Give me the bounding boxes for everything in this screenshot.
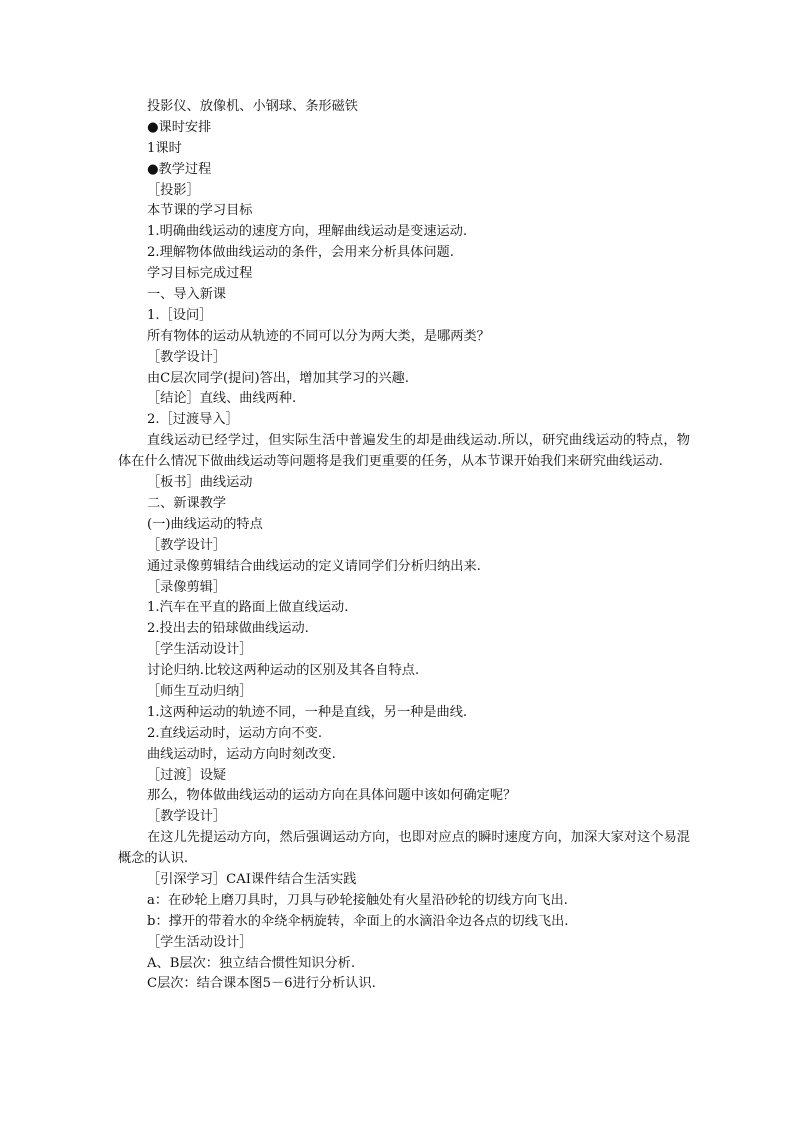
text-line: 本节课的学习目标 [147, 203, 253, 219]
text-line: 2.投出去的铅球做曲线运动. [147, 621, 309, 637]
text-line: ●课时安排 [147, 119, 212, 135]
text-line: 通过录像剪辑结合曲线运动的定义请同学们分析归纳出来. [147, 558, 481, 574]
text-line: b：撑开的带着水的伞绕伞柄旋转，伞面上的水滴沿伞边各点的切线飞出. [147, 913, 569, 929]
text-line: 1.［设问］ [147, 307, 213, 323]
text-line: ［过渡］设疑 [147, 767, 227, 783]
text-line: ［教学设计］ [147, 537, 227, 553]
text-line: 曲线运动时，运动方向时刻改变. [147, 746, 336, 762]
text-line: C层次：结合课本图5－6进行分析认识. [147, 976, 376, 992]
text-line: 学习目标完成过程 [147, 266, 253, 282]
text-line: 1.这两种运动的轨迹不同，一种是直线，另一种是曲线. [147, 704, 468, 720]
text-line: 所有物体的运动从轨迹的不同可以分为两大类，是哪两类？ [147, 328, 490, 344]
text-line: 2.［过渡导入］ [147, 412, 239, 428]
text-line: ［教学设计］ [147, 349, 227, 365]
paragraph: 直线运动已经学过，但实际生活中普遍发生的却是曲线运动.所以，研究曲线运动的特点，物体在什么情况下做曲线运动等问题将是我们更重要的任务，从本节课开始我们来研究曲线运动. [118, 433, 690, 470]
text-line: ［引深学习］CAI课件结合生活实践 [147, 872, 357, 888]
text-line: (一)曲线运动的特点 [147, 516, 263, 532]
text-line: 由C层次同学(提问)答出，增加其学习的兴趣. [147, 370, 409, 386]
paragraph: 在这儿先提运动方向，然后强调运动方向，也即对应点的瞬时速度方向，加深大家对这个易混概念的认识. [118, 830, 690, 867]
text-line: 一、导入新课 [147, 287, 227, 303]
text-line: 2.理解物体做曲线运动的条件，会用来分析具体问题. [147, 245, 454, 261]
text-line: 投影仪、放像机、小钢球、条形磁铁 [147, 99, 358, 114]
document-body [118, 97, 690, 995]
text-line: 那么，物体做曲线运动的运动方向在具体问题中该如何确定呢？ [147, 788, 517, 804]
text-line: 讨论归纳.比较这两种运动的区别及其各自特点. [147, 663, 420, 679]
text-line: 二、新课教学 [147, 495, 227, 511]
text-line: 1.汽车在平直的路面上做直线运动. [147, 600, 349, 616]
text-line: ●教学过程 [147, 161, 212, 177]
text-line: ［录像剪辑］ [147, 579, 227, 595]
text-line: ［教学设计］ [147, 809, 227, 825]
text-line: ［板书］曲线运动 [147, 475, 253, 491]
text-line: ［学生活动设计］ [147, 934, 253, 950]
text-line: 1课时 [147, 140, 182, 156]
text-line: ［师生互动归纳］ [147, 683, 253, 699]
text-line: 2.直线运动时，运动方向不变. [147, 725, 323, 741]
text-line: 1.明确曲线运动的速度方向，理解曲线运动是变速运动. [147, 224, 468, 240]
text-line: ［投影］ [147, 182, 200, 198]
text-line: A、B层次：独立结合惯性知识分析. [147, 955, 356, 971]
text-line: ［结论］直线、曲线两种. [147, 391, 297, 407]
text-line: a：在砂轮上磨刀具时，刀具与砂轮接触处有火星沿砂轮的切线方向飞出. [147, 892, 568, 908]
text-line: ［学生活动设计］ [147, 642, 253, 658]
